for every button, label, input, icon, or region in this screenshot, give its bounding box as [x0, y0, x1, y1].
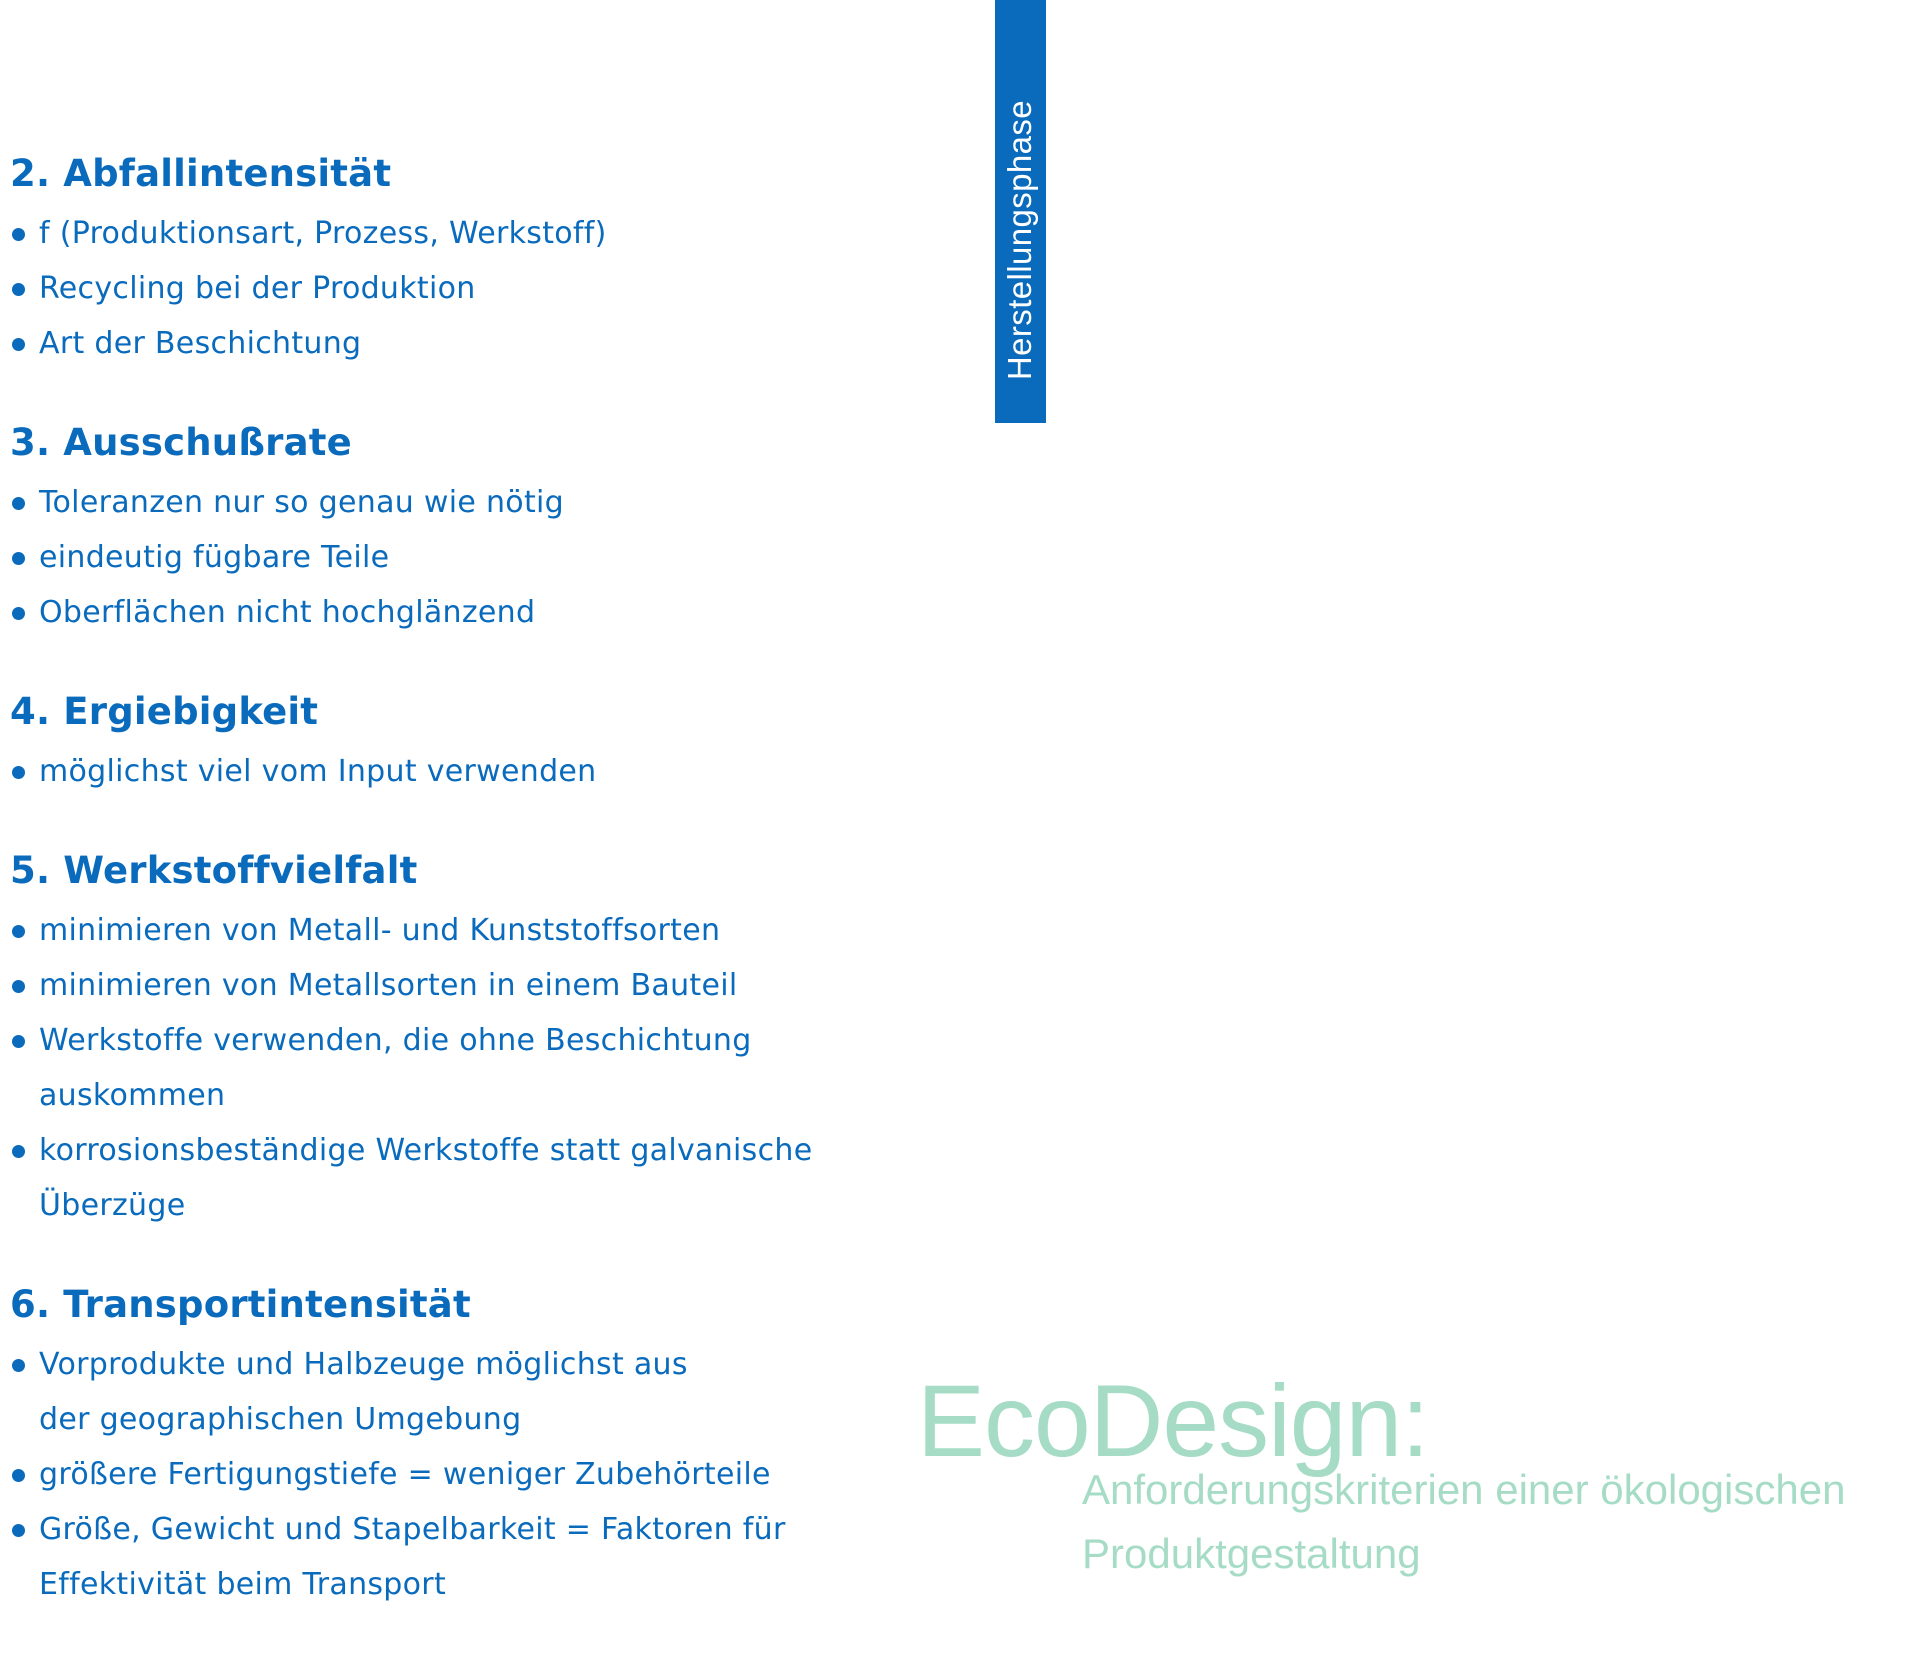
bullet-icon — [12, 1524, 25, 1537]
bullet-icon — [12, 1145, 25, 1158]
list-item-text: möglichst viel vom Input verwenden — [39, 754, 597, 789]
bullet-list — [10, 206, 940, 371]
ecodesign-title: EcoDesign: — [917, 1364, 1429, 1478]
bullet-icon — [12, 925, 25, 938]
bullet-icon — [12, 283, 25, 296]
list-item — [10, 261, 940, 316]
phase-tab-label: Herstellungsphase — [1001, 99, 1039, 381]
list-item — [10, 585, 940, 640]
list-item — [10, 475, 940, 530]
section-heading: 2. Abfallintensität — [10, 152, 392, 195]
bullet-list — [10, 1337, 890, 1612]
list-item — [10, 958, 940, 1013]
list-item-text: minimieren von Metallsorten in einem Bauteil — [39, 968, 738, 1003]
bullet-list — [10, 475, 940, 640]
list-item-text: minimieren von Metall- und Kunststoffsorten — [39, 913, 721, 948]
bullet-list — [10, 903, 940, 1233]
criteria-content — [10, 148, 940, 1658]
list-item — [10, 1447, 890, 1502]
list-item-text: Toleranzen nur so genau wie nötig — [39, 485, 564, 520]
list-item — [10, 1337, 689, 1447]
bullet-icon — [12, 1359, 25, 1372]
list-item-text: eindeutig fügbare Teile — [39, 540, 390, 575]
section-ergiebigkeit — [10, 686, 940, 799]
bullet-icon — [12, 607, 25, 620]
bullet-icon — [12, 497, 25, 510]
list-item — [10, 1123, 940, 1233]
list-item-text: Vorprodukte und Halbzeuge möglichst aus der geographischen Umgebung — [39, 1347, 688, 1437]
section-ausschussrate — [10, 417, 940, 640]
phase-tab-label-wrap — [995, 85, 1046, 395]
list-item-text: Oberflächen nicht hochglänzend — [39, 595, 536, 630]
list-item-text: f (Produktionsart, Prozess, Werkstoff) — [39, 216, 607, 251]
bullet-list — [10, 744, 940, 799]
section-transportintensitaet — [10, 1279, 940, 1612]
bullet-icon — [12, 980, 25, 993]
section-heading: 5. Werkstoffvielfalt — [10, 849, 418, 892]
section-heading: 4. Ergiebigkeit — [10, 690, 319, 733]
list-item — [10, 530, 940, 585]
bullet-icon — [12, 1035, 25, 1048]
section-heading: 3. Ausschußrate — [10, 421, 352, 464]
list-item — [10, 1502, 890, 1612]
bullet-icon — [12, 338, 25, 351]
list-item — [10, 1013, 940, 1123]
ecodesign-subtitle: Anforderungskriterien einer ökologischen Produktgestaltung — [1082, 1466, 1846, 1577]
bullet-icon — [12, 552, 25, 565]
bullet-icon — [12, 766, 25, 779]
section-werkstoffvielfalt — [10, 845, 940, 1233]
phase-tab — [995, 0, 1046, 423]
list-item-text: korrosionsbeständige Werkstoffe statt galvanische Überzüge — [39, 1133, 813, 1223]
list-item-text: Art der Beschichtung — [39, 326, 362, 361]
list-item — [10, 206, 940, 261]
list-item-text: Werkstoffe verwenden, die ohne Beschichtung auskommen — [39, 1023, 752, 1113]
list-item-text: Größe, Gewicht und Stapelbarkeit = Faktoren für Effektivität beim Transport — [39, 1512, 786, 1602]
list-item — [10, 316, 940, 371]
list-item — [10, 903, 940, 958]
section-abfallintensitaet — [10, 148, 940, 371]
bullet-icon — [12, 1469, 25, 1482]
list-item-text: größere Fertigungstiefe = weniger Zubehörteile — [39, 1457, 771, 1492]
bullet-icon — [12, 228, 25, 241]
list-item — [10, 744, 940, 799]
section-heading: 6. Transportintensität — [10, 1283, 471, 1326]
list-item-text: Recycling bei der Produktion — [39, 271, 476, 306]
